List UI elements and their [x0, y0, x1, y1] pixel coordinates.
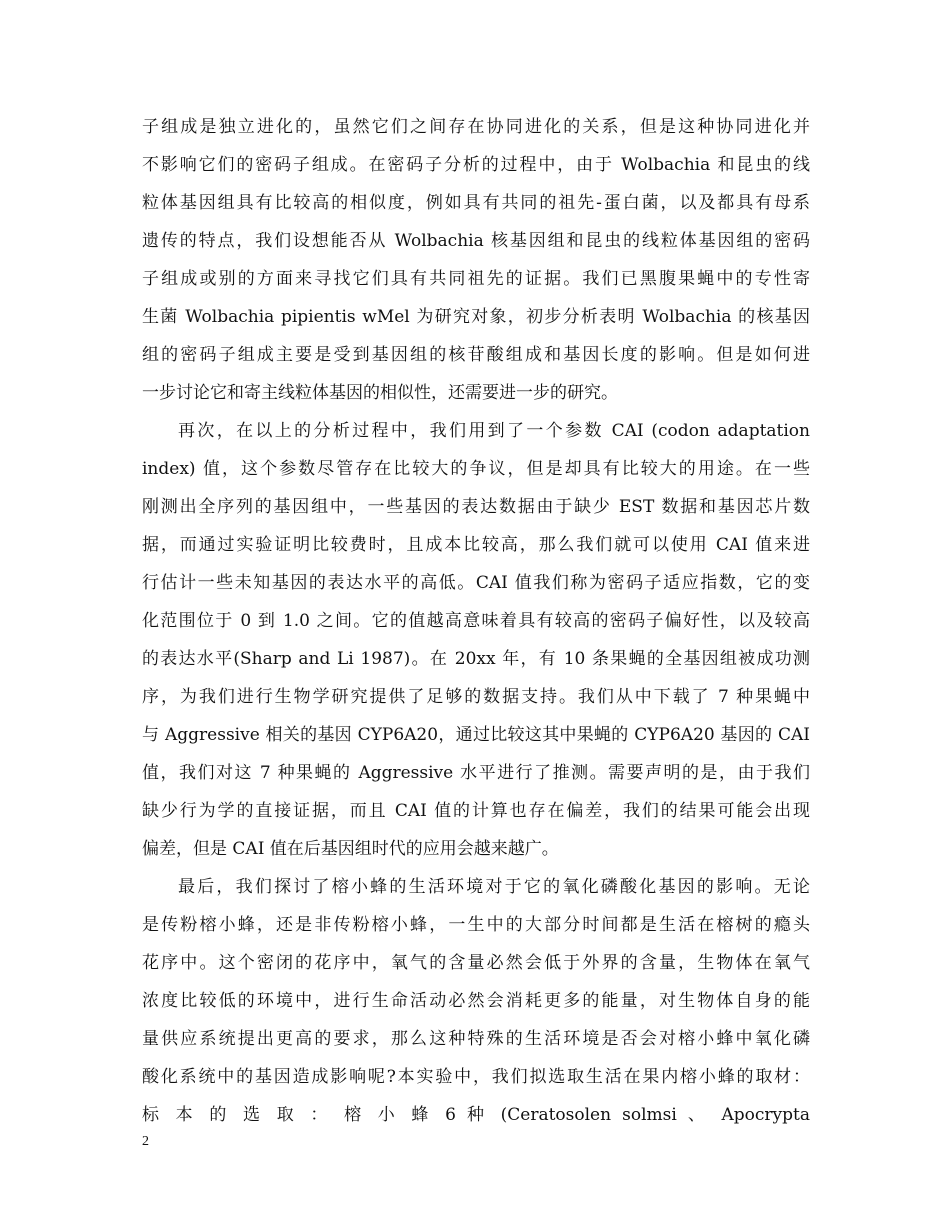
text-line: 酸化系统中的基因造成影响呢?本实验中，我们拟选取生活在果内榕小蜂的取材：: [142, 1067, 810, 1087]
text-line: 偏差，但是 CAI 值在后基因组时代的应用会越来越广。: [142, 839, 559, 859]
text-line: 遗传的特点，我们设想能否从 Wolbachia 核基因组和昆虫的线粒体基因组的密码: [142, 231, 810, 251]
text-line: 浓度比较低的环境中，进行生命活动必然会消耗更多的能量，对生物体自身的能: [142, 991, 810, 1011]
text-line: 再次，在以上的分析过程中，我们用到了一个参数 CAI (codon adaptation: [178, 421, 810, 441]
text-line: 与 Aggressive 相关的基因 CYP6A20，通过比较这其中果蝇的 CYP6A20 基因的 CAI: [142, 725, 810, 745]
text-line: 量供应系统提出更高的要求，那么这种特殊的生活环境是否会对榕小蜂中氧化磷: [142, 1029, 810, 1049]
text-line: 行估计一些未知基因的表达水平的高低。CAI 值我们称为密码子适应指数，它的变: [142, 573, 810, 593]
text-line: 子组成或别的方面来寻找它们具有共同祖先的证据。我们已黑腹果蝇中的专性寄: [142, 269, 810, 289]
text-line: 组的密码子组成主要是受到基因组的核苷酸组成和基因长度的影响。但是如何进: [142, 345, 810, 365]
text-line: 粒体基因组具有比较高的相似度，例如具有共同的祖先-蛋白菌，以及都具有母系: [142, 193, 810, 213]
text-line: 最后，我们探讨了榕小蜂的生活环境对于它的氧化磷酸化基因的影响。无论: [178, 877, 810, 897]
text-line: index) 值，这个参数尽管存在比较大的争议，但是却具有比较大的用途。在一些: [142, 459, 810, 479]
text-line: 序，为我们进行生物学研究提供了足够的数据支持。我们从中下载了 7 种果蝇中: [142, 687, 810, 707]
text-line: 缺少行为学的直接证据，而且 CAI 值的计算也存在偏差，我们的结果可能会出现: [142, 801, 810, 821]
document-body: [142, 108, 810, 1134]
text-line: 标 本 的 选 取 ： 榕 小 蜂 6 种 (Ceratosolen solmsi 、 Apocrypta: [142, 1105, 810, 1125]
text-line: 花序中。这个密闭的花序中，氧气的含量必然会低于外界的含量，生物体在氧气: [142, 953, 810, 973]
text-line: 生菌 Wolbachia pipientis wMel 为研究对象，初步分析表明 Wolbachia 的核基因: [142, 307, 810, 327]
text-line: 子组成是独立进化的，虽然它们之间存在协同进化的关系，但是这种协同进化并: [142, 117, 810, 137]
text-line: 的表达水平(Sharp and Li 1987)。在 20xx 年，有 10 条果蝇的全基因组被成功测: [142, 649, 810, 669]
text-line: 不影响它们的密码子组成。在密码子分析的过程中，由于 Wolbachia 和昆虫的线: [142, 155, 810, 175]
text-line: 是传粉榕小蜂，还是非传粉榕小蜂，一生中的大部分时间都是生活在榕树的瘾头: [142, 915, 810, 935]
text-line: 值，我们对这 7 种果蝇的 Aggressive 水平进行了推测。需要声明的是，由于我们: [142, 763, 810, 783]
text-line: 一步讨论它和寄主线粒体基因的相似性，还需要进一步的研究。: [142, 383, 618, 403]
text-line: 刚测出全序列的基因组中，一些基因的表达数据由于缺少 EST 数据和基因芯片数: [142, 497, 810, 517]
text-line: 据，而通过实验证明比较费时，且成本比较高，那么我们就可以使用 CAI 值来进: [142, 535, 810, 555]
text-line: 化范围位于 0 到 1.0 之间。它的值越高意味着具有较高的密码子偏好性，以及较高: [142, 611, 810, 631]
page-number: 2: [142, 1134, 149, 1149]
